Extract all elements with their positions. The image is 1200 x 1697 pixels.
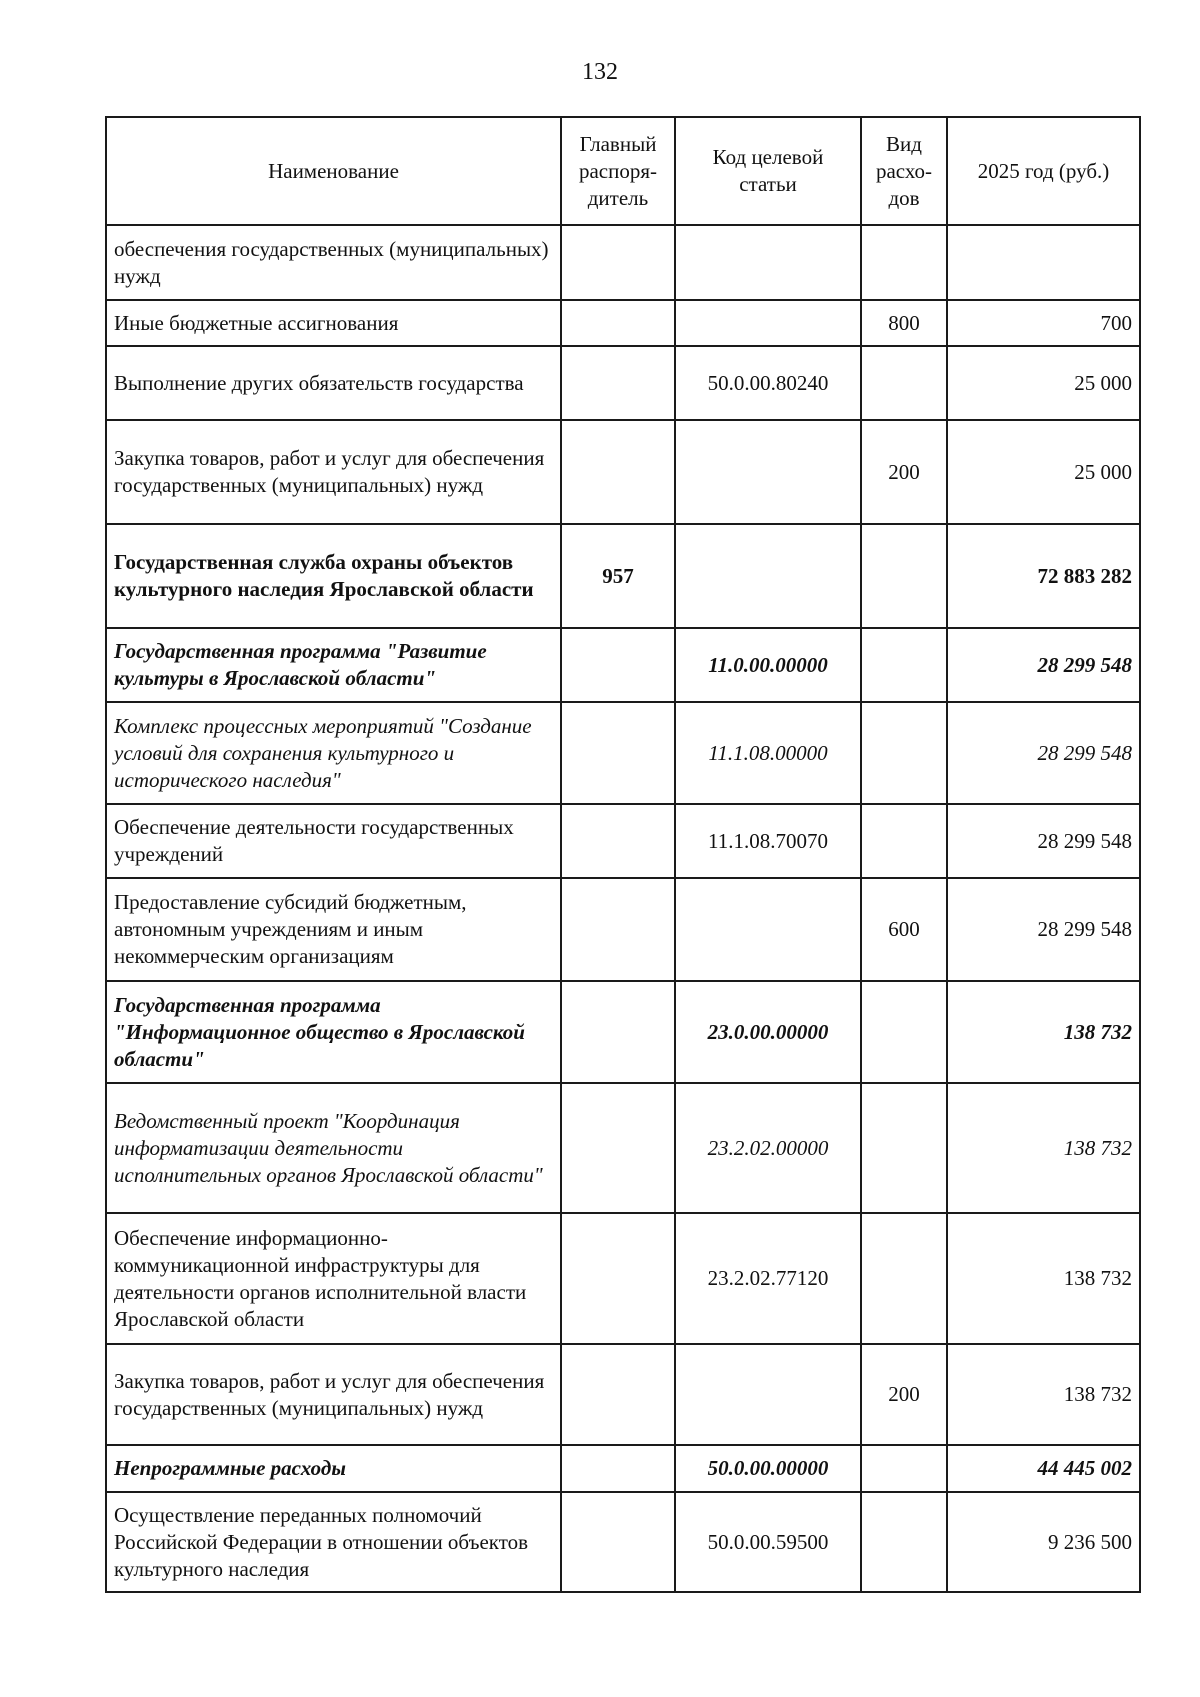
row-amount: 25 000 xyxy=(947,420,1140,524)
table-row xyxy=(106,878,1140,981)
row-chief-manager xyxy=(561,702,675,804)
row-expense-type: 600 xyxy=(861,878,947,981)
row-expense-type: 200 xyxy=(861,420,947,524)
row-expense-type xyxy=(861,628,947,702)
row-name: Закупка товаров, работ и услуг для обеспечения государственных (муниципальных) нужд xyxy=(106,1344,561,1445)
row-expense-type xyxy=(861,804,947,878)
row-amount: 28 299 548 xyxy=(947,628,1140,702)
table-row xyxy=(106,225,1140,300)
row-amount: 138 732 xyxy=(947,981,1140,1083)
row-expense-type xyxy=(861,1083,947,1213)
row-expense-type xyxy=(861,1492,947,1592)
row-amount: 700 xyxy=(947,300,1140,346)
row-amount: 44 445 002 xyxy=(947,1445,1140,1492)
row-chief-manager xyxy=(561,878,675,981)
table-row xyxy=(106,346,1140,420)
row-name: Государственная программа "Развитие культуры в Ярославской области" xyxy=(106,628,561,702)
row-chief-manager: 957 xyxy=(561,524,675,628)
row-amount: 138 732 xyxy=(947,1213,1140,1344)
row-target-code: 11.0.00.00000 xyxy=(675,628,861,702)
row-target-code xyxy=(675,300,861,346)
table-row xyxy=(106,702,1140,804)
row-target-code xyxy=(675,878,861,981)
table-row xyxy=(106,1213,1140,1344)
row-expense-type: 800 xyxy=(861,300,947,346)
row-expense-type xyxy=(861,225,947,300)
row-chief-manager xyxy=(561,1083,675,1213)
row-target-code xyxy=(675,1344,861,1445)
table-header-row xyxy=(106,117,1140,225)
row-amount: 28 299 548 xyxy=(947,702,1140,804)
table-row xyxy=(106,420,1140,524)
table-row xyxy=(106,804,1140,878)
table-row xyxy=(106,628,1140,702)
row-name: Выполнение других обязательств государства xyxy=(106,346,561,420)
row-target-code: 50.0.00.00000 xyxy=(675,1445,861,1492)
header-target-code: Код целевой статьи xyxy=(675,117,861,225)
row-name: Государственная программа "Информационное общество в Ярославской области" xyxy=(106,981,561,1083)
header-name: Наименование xyxy=(106,117,561,225)
row-chief-manager xyxy=(561,1492,675,1592)
row-amount: 28 299 548 xyxy=(947,804,1140,878)
table-row xyxy=(106,1083,1140,1213)
row-chief-manager xyxy=(561,981,675,1083)
table-row xyxy=(106,300,1140,346)
header-amount-2025: 2025 год (руб.) xyxy=(947,117,1140,225)
header-chief-manager: Главный распоря-дитель xyxy=(561,117,675,225)
table-row xyxy=(106,1445,1140,1492)
row-target-code xyxy=(675,524,861,628)
row-target-code: 23.0.00.00000 xyxy=(675,981,861,1083)
row-chief-manager xyxy=(561,225,675,300)
row-chief-manager xyxy=(561,346,675,420)
row-target-code: 50.0.00.59500 xyxy=(675,1492,861,1592)
row-amount: 28 299 548 xyxy=(947,878,1140,981)
row-expense-type xyxy=(861,702,947,804)
row-amount: 138 732 xyxy=(947,1344,1140,1445)
row-name: Обеспечение информационно-коммуникационной инфраструктуры для деятельности органов исполнительной власти Ярославской области xyxy=(106,1213,561,1344)
row-name: Предоставление субсидий бюджетным, автономным учреждениям и иным некоммерческим организациям xyxy=(106,878,561,981)
row-target-code: 11.1.08.00000 xyxy=(675,702,861,804)
row-chief-manager xyxy=(561,300,675,346)
row-expense-type xyxy=(861,1445,947,1492)
row-name: Комплекс процессных мероприятий "Создание условий для сохранения культурного и исторического наследия" xyxy=(106,702,561,804)
row-amount: 72 883 282 xyxy=(947,524,1140,628)
row-name: Ведомственный проект "Координация информатизации деятельности исполнительных органов Ярославской области" xyxy=(106,1083,561,1213)
row-chief-manager xyxy=(561,420,675,524)
header-expense-type: Вид расхо-дов xyxy=(861,117,947,225)
row-expense-type xyxy=(861,346,947,420)
row-target-code xyxy=(675,420,861,524)
row-target-code xyxy=(675,225,861,300)
row-amount: 25 000 xyxy=(947,346,1140,420)
row-chief-manager xyxy=(561,1213,675,1344)
row-name: Непрограммные расходы xyxy=(106,1445,561,1492)
row-expense-type: 200 xyxy=(861,1344,947,1445)
table-row xyxy=(106,981,1140,1083)
row-expense-type xyxy=(861,1213,947,1344)
row-chief-manager xyxy=(561,628,675,702)
table-row xyxy=(106,1344,1140,1445)
row-name: Осуществление переданных полномочий Российской Федерации в отношении объектов культурного наследия xyxy=(106,1492,561,1592)
row-chief-manager xyxy=(561,804,675,878)
row-name: Государственная служба охраны объектов культурного наследия Ярославской области xyxy=(106,524,561,628)
row-expense-type xyxy=(861,524,947,628)
row-amount xyxy=(947,225,1140,300)
row-target-code: 23.2.02.77120 xyxy=(675,1213,861,1344)
table-row xyxy=(106,524,1140,628)
row-target-code: 50.0.00.80240 xyxy=(675,346,861,420)
table-row xyxy=(106,1492,1140,1592)
row-target-code: 23.2.02.00000 xyxy=(675,1083,861,1213)
row-chief-manager xyxy=(561,1344,675,1445)
page-number: 132 xyxy=(582,59,618,85)
row-amount: 9 236 500 xyxy=(947,1492,1140,1592)
row-name: Обеспечение деятельности государственных учреждений xyxy=(106,804,561,878)
row-chief-manager xyxy=(561,1445,675,1492)
row-name: Закупка товаров, работ и услуг для обеспечения государственных (муниципальных) нужд xyxy=(106,420,561,524)
budget-table xyxy=(105,116,1141,1593)
row-amount: 138 732 xyxy=(947,1083,1140,1213)
row-name: обеспечения государственных (муниципальных) нужд xyxy=(106,225,561,300)
row-expense-type xyxy=(861,981,947,1083)
row-name: Иные бюджетные ассигнования xyxy=(106,300,561,346)
row-target-code: 11.1.08.70070 xyxy=(675,804,861,878)
